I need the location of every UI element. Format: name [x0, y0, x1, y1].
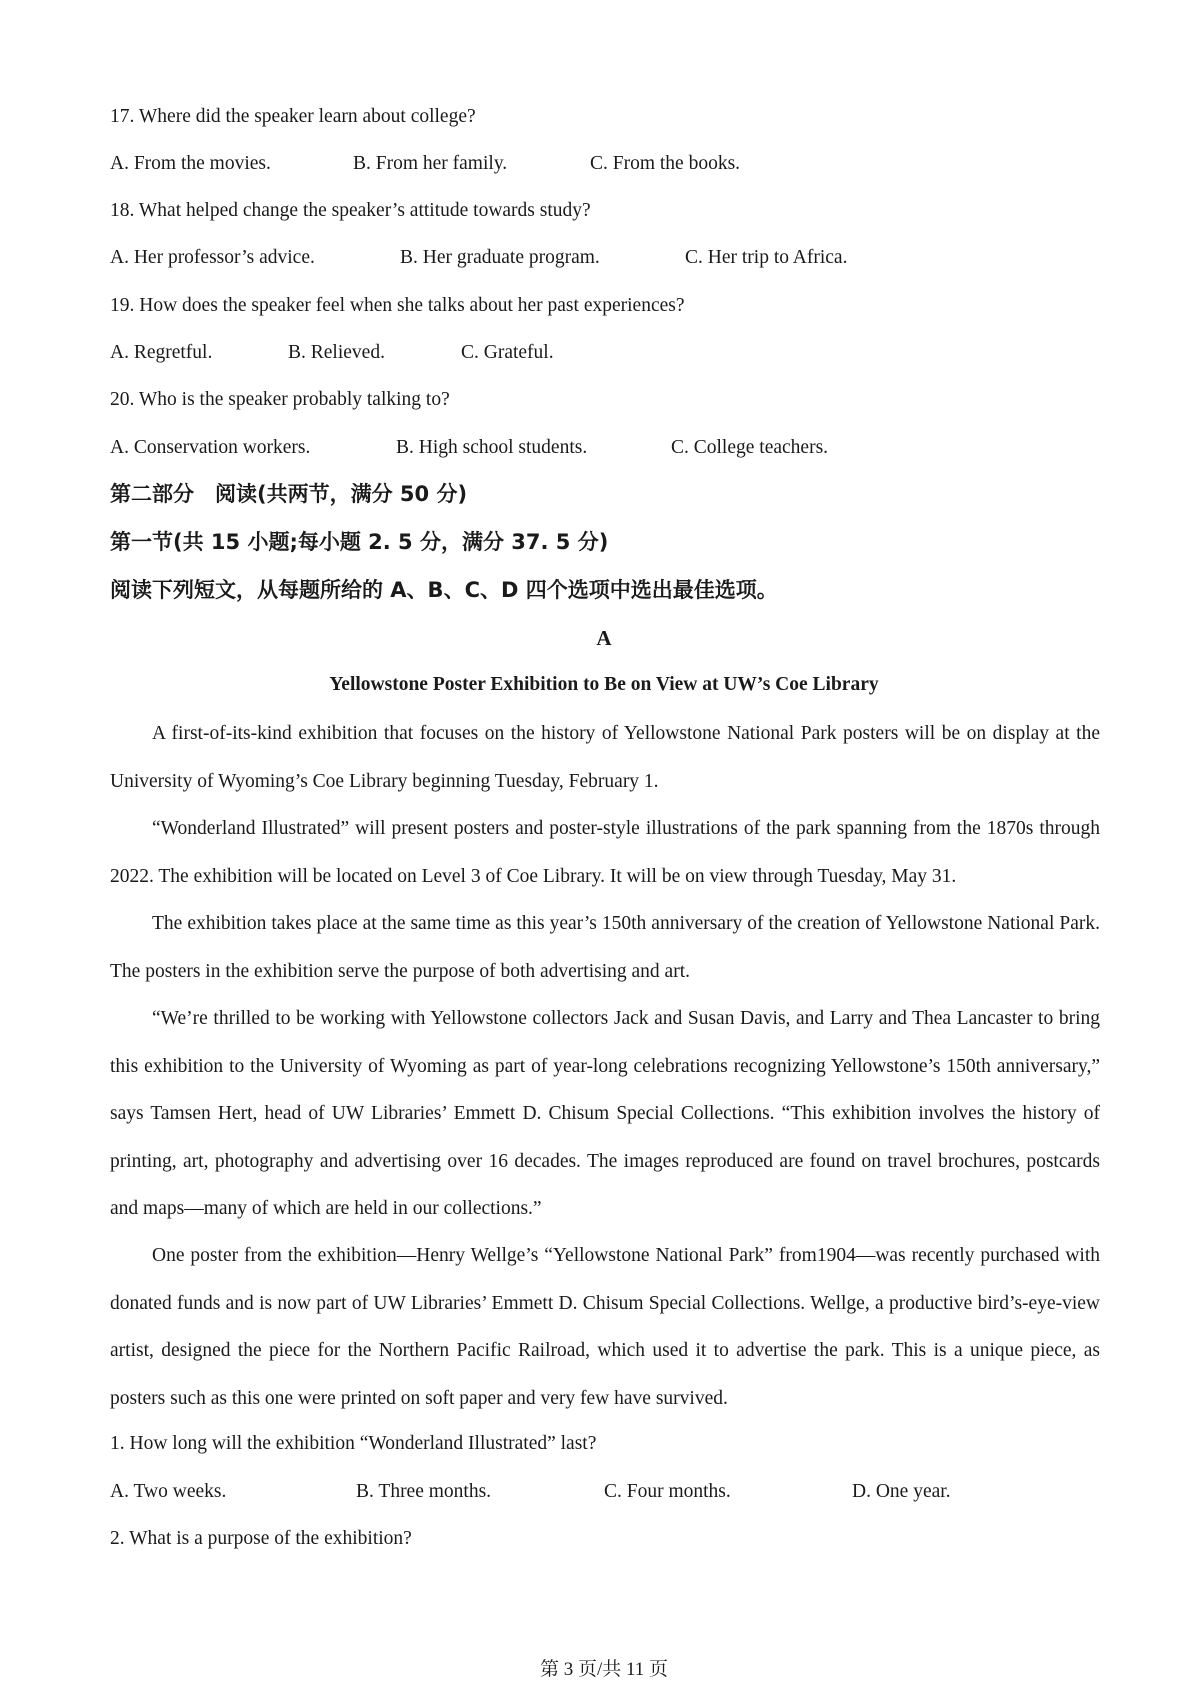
question-19-stem: 19. How does the speaker feel when she talks about her past experiences? — [110, 295, 685, 316]
option-a: A. Regretful. — [110, 342, 213, 363]
option-b: B. Three months. — [356, 1481, 492, 1502]
option-b: B. Relieved. — [288, 342, 385, 363]
option-b: B. High school students. — [396, 437, 588, 458]
passage-title: Yellowstone Poster Exhibition to Be on View at UW’s Coe Library — [329, 674, 879, 695]
option-b: B. From her family. — [353, 153, 508, 174]
subsection-title: 第一节(共 15 小题;每小题 2. 5 分，满分 37. 5 分) — [110, 530, 609, 554]
passage-paragraph: The exhibition takes place at the same time as this year’s 150th anniversary of the creation of Yellowstone National Park. The posters in the exhibition serve the purpose of both advertising and art. — [110, 913, 1100, 982]
page-number-footer: 第 3 页/共 11 页 — [539, 1659, 669, 1680]
passage-paragraph: One poster from the exhibition—Henry Wellge’s “Yellowstone National Park” from1904—was recently purchased with donated funds and is now part of UW Libraries’ Emmett D. Chisum Special Collections. Wellge, a productive bird’s-eye-view artist, designed the piece for the Northern Pacific Railroad, which used it to advertise the park. This is a unique piece, as posters such as this one were printed on soft paper and very few have survived. — [110, 1245, 1100, 1409]
instructions: 阅读下列短文，从每题所给的 A、B、C、D 四个选项中选出最佳选项。 — [110, 578, 778, 602]
part-title: 第二部分 阅读(共两节，满分 50 分) — [110, 482, 468, 506]
question-18-stem: 18. What helped change the speaker’s attitude towards study? — [110, 200, 591, 221]
question-20-stem: 20. Who is the speaker probably talking to? — [110, 389, 450, 410]
passage-paragraph: “Wonderland Illustrated” will present posters and poster-style illustrations of the park spanning from the 1870s through 2022. The exhibition will be located on Level 3 of Coe Library. It will be on view through Tuesday, May 31. — [110, 818, 1100, 887]
option-c: C. From the books. — [590, 153, 741, 174]
passage-letter: A — [596, 626, 612, 650]
option-c: C. Grateful. — [461, 342, 554, 363]
question-2-stem: 2. What is a purpose of the exhibition? — [110, 1528, 412, 1549]
option-a: A. Two weeks. — [110, 1481, 227, 1502]
option-c: C. College teachers. — [671, 437, 829, 458]
option-a: A. Conservation workers. — [110, 437, 311, 458]
option-c: C. Four months. — [604, 1481, 731, 1502]
option-a: A. Her professor’s advice. — [110, 247, 315, 268]
question-1-stem: 1. How long will the exhibition “Wonderland Illustrated” last? — [110, 1433, 597, 1454]
option-d: D. One year. — [852, 1481, 951, 1502]
option-c: C. Her trip to Africa. — [685, 247, 848, 268]
question-17-stem: 17. Where did the speaker learn about college? — [110, 106, 476, 127]
passage-paragraph: A first-of-its-kind exhibition that focuses on the history of Yellowstone National Park posters will be on display at the University of Wyoming’s Coe Library beginning Tuesday, February 1. — [110, 723, 1100, 792]
option-b: B. Her graduate program. — [400, 247, 600, 268]
option-a: A. From the movies. — [110, 153, 271, 174]
passage-paragraph: “We’re thrilled to be working with Yellowstone collectors Jack and Susan Davis, and Larry and Thea Lancaster to bring this exhibition to the University of Wyoming as part of year-long celebrations recognizing Yellowstone’s 150th anniversary,” says Tamsen Hert, head of UW Libraries’ Emmett D. Chisum Special Collections. “This exhibition involves the history of printing, art, photography and advertising over 16 decades. The images reproduced are found on travel brochures, postcards and maps—many of which are held in our collections.” — [110, 1008, 1100, 1219]
